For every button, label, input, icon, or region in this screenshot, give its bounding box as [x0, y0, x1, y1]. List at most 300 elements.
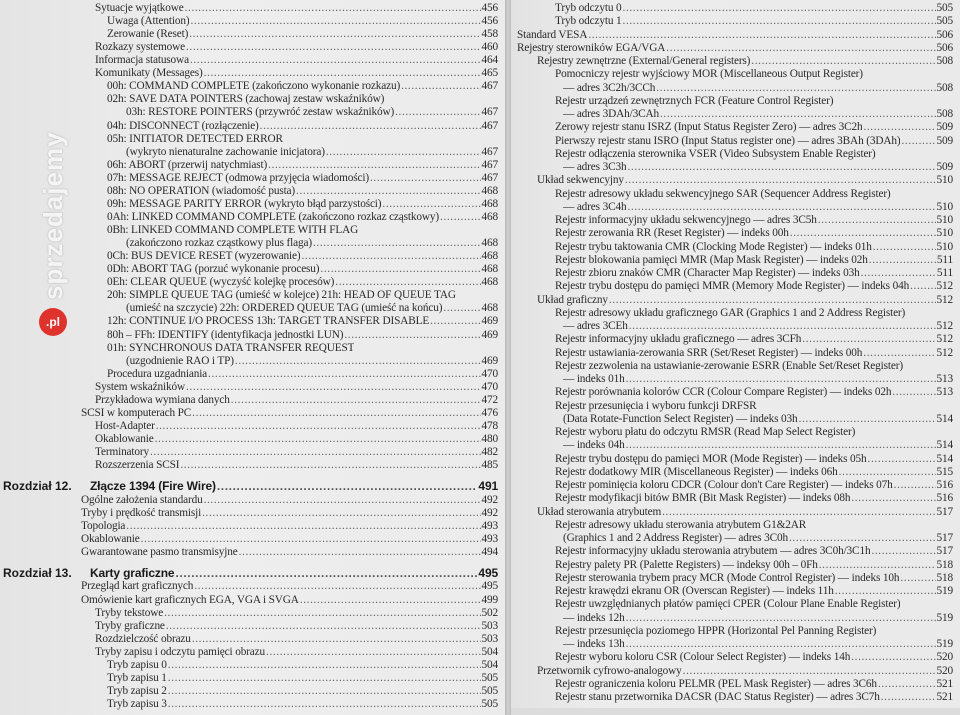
toc-page-number: 482: [481, 446, 498, 459]
toc-entry[interactable]: [81, 533, 498, 546]
toc-entry[interactable]: [555, 585, 953, 598]
toc-entry[interactable]: [555, 15, 953, 28]
dot-leader: [382, 198, 480, 211]
toc-entry-title: (Data Rotate-Function Select Register) — indeks 03h: [563, 412, 798, 425]
toc-page-number: 468: [481, 184, 498, 197]
dot-leader: [395, 106, 480, 119]
toc-page-number: 460: [481, 41, 498, 54]
toc-entry-title: Rejestr uwzględnianych płatów pamięci CPER (Colour Plane Enable Register): [555, 598, 901, 611]
toc-entry[interactable]: [107, 342, 498, 355]
toc-entry-title: Układ sekwencyjny: [537, 174, 624, 187]
toc-page-number: 505: [936, 2, 953, 14]
toc-page-number: 517: [936, 505, 953, 518]
toc-entry-title: Rejestr adresowy układu sekwencyjnego SAR (Sequencer Address Register): [555, 187, 891, 200]
toc-entry[interactable]: [563, 201, 953, 214]
dot-leader: [609, 294, 936, 307]
toc-entry[interactable]: [107, 672, 498, 685]
toc-entry[interactable]: [555, 135, 953, 148]
toc-entry[interactable]: [95, 459, 498, 472]
toc-entry[interactable]: [537, 665, 953, 678]
dot-leader: [868, 453, 936, 466]
toc-entry-title: Rejestr informacyjny układu sekwencyjnego — adres 3C5h: [555, 214, 817, 226]
toc-entry-title: Rejestr zbioru znaków CMR (Character Map Register) — indeks 03h: [555, 267, 860, 279]
toc-entry[interactable]: [107, 276, 498, 289]
toc-page-number: 493: [481, 519, 498, 532]
toc-page-number: 458: [481, 28, 498, 41]
dot-leader: [802, 333, 935, 346]
toc-entry-title: — indeks 12h: [563, 611, 625, 624]
toc-entry[interactable]: [555, 148, 953, 161]
dot-leader: [204, 494, 481, 507]
toc-entry[interactable]: [107, 685, 498, 698]
toc-page-number: 517: [936, 532, 953, 544]
toc-entry[interactable]: [95, 607, 498, 620]
toc-page-number: 467: [481, 119, 498, 132]
toc-page-number: 470: [481, 367, 498, 380]
toc-entry[interactable]: [95, 67, 498, 80]
toc-entry[interactable]: [537, 506, 953, 519]
toc-page-number: 509: [936, 161, 953, 173]
dot-leader: [861, 267, 936, 280]
toc-page-number: 509: [936, 121, 953, 134]
toc-page-number: 469: [481, 315, 498, 328]
toc-entry[interactable]: [555, 625, 953, 638]
toc-entry[interactable]: [555, 691, 953, 704]
toc-entry-title: Pomocniczy rejestr wyjściowy MOR (Miscellaneous Output Register): [555, 68, 863, 81]
toc-page-number: 509: [936, 134, 953, 147]
toc-page-number: 512: [936, 320, 953, 332]
toc-entry-title: 05h: INITIATOR DETECTED ERROR: [107, 132, 283, 145]
toc-entry[interactable]: [95, 446, 498, 459]
toc-entry[interactable]: [107, 28, 498, 41]
toc-page-number: 505: [481, 671, 498, 684]
toc-page-number: 518: [936, 571, 953, 584]
toc-entry[interactable]: [555, 347, 953, 360]
watermark-badge: .pl: [39, 308, 67, 336]
toc-page-number: 465: [481, 67, 498, 80]
toc-entry-title: Rejestr sterowania trybem pracy MCR (Mode Control Register) — indeks 10h: [555, 571, 900, 584]
dot-leader: [168, 672, 481, 685]
dot-leader: [660, 108, 936, 121]
dot-leader: [835, 585, 936, 598]
toc-chapter-entry[interactable]: [90, 480, 498, 493]
dot-leader: [235, 355, 481, 368]
toc-entry[interactable]: [107, 289, 498, 302]
dot-leader: [155, 433, 481, 446]
dot-leader: [873, 241, 936, 254]
toc-entry[interactable]: [517, 42, 953, 55]
toc-page-number: 468: [481, 210, 498, 223]
toc-entry[interactable]: [537, 174, 953, 187]
toc-entry[interactable]: [563, 82, 953, 95]
toc-entry[interactable]: [81, 594, 498, 607]
dot-leader: [625, 174, 936, 187]
toc-entry-title: Uwaga (Attention): [107, 15, 190, 28]
toc-entry-title: Rejestr odłączenia sterownika VSER (Video Subsystem Enable Register): [555, 147, 876, 160]
dot-leader: [430, 315, 480, 328]
toc-entry[interactable]: [81, 407, 498, 420]
toc-entry[interactable]: [107, 198, 498, 211]
dot-leader: [401, 80, 480, 93]
toc-entry[interactable]: [563, 638, 953, 651]
toc-entry[interactable]: [555, 453, 953, 466]
dot-leader: [588, 29, 935, 42]
toc-entry[interactable]: [555, 479, 953, 492]
toc-entry[interactable]: [555, 121, 953, 134]
toc-entry-title: Rejestr adresowy układu sterowania atrybutem G1&2AR: [555, 518, 807, 531]
toc-entry[interactable]: [95, 633, 498, 646]
toc-page-number: 518: [936, 558, 953, 571]
toc-entry[interactable]: [107, 93, 498, 106]
dot-leader: [320, 263, 480, 276]
toc-page-number: 468: [481, 276, 498, 289]
dot-leader: [666, 42, 935, 55]
dot-leader: [894, 479, 936, 492]
toc-entry-title: (Graphics 1 and 2 Address Register) — adres 3C0h: [563, 532, 788, 544]
toc-entry[interactable]: [555, 280, 953, 293]
toc-entry[interactable]: [107, 315, 498, 328]
dot-leader: [166, 620, 481, 633]
dot-leader: [869, 254, 936, 267]
toc-page-number: 503: [481, 619, 498, 632]
toc-entry[interactable]: [555, 519, 953, 532]
toc-entry-title: Rejestr wyboru koloru CSR (Colour Select Register) — indeks 14h: [555, 651, 851, 664]
toc-entry[interactable]: [126, 302, 498, 315]
toc-entry-title: Rejestr urządzeń zewnętrznych FCR (Feature Control Register): [555, 94, 834, 107]
toc-entry[interactable]: [555, 188, 953, 201]
toc-entry-title: (wykryto nienaturalne zachowanie inicjatora): [126, 145, 325, 158]
toc-entry-title: 0Bh: LINKED COMMAND COMPLETE WITH FLAG: [107, 224, 359, 237]
toc-entry[interactable]: [107, 263, 498, 276]
toc-page-number: 480: [481, 432, 498, 445]
toc-entry[interactable]: [555, 572, 953, 585]
toc-entry-title: Tryb odczytu 0: [555, 2, 622, 14]
toc-entry-title: Rejestr przesunięcia i wyboru funkcji DRFSR: [555, 399, 757, 412]
dot-leader: [231, 394, 481, 407]
toc-entry[interactable]: [107, 172, 498, 185]
toc-entry-title: Tryby zapisu i odczytu pamięci obrazu: [95, 645, 266, 658]
toc-entry-title: 08h: NO OPERATION (wiadomość pusta): [107, 184, 296, 197]
dot-leader: [186, 41, 481, 54]
toc-entry-title: Tryby i prędkość transmisji: [81, 506, 202, 519]
toc-entry[interactable]: [126, 106, 498, 119]
toc-page-number: 510: [936, 174, 953, 187]
toc-entry[interactable]: [555, 466, 953, 479]
toc-entry-title: Rejestr przesunięcia poziomego HPPR (Horizontal Pel Panning Register): [555, 624, 877, 637]
toc-entry[interactable]: [555, 254, 953, 267]
toc-entry-title: 0Dh: ABORT TAG (porzuć wykonanie procesu): [107, 263, 320, 276]
toc-entry[interactable]: [95, 394, 498, 407]
toc-entry-title: Zerowanie (Reset): [107, 28, 189, 41]
toc-entry-title: — indeks 13h: [563, 638, 625, 650]
toc-entry[interactable]: [563, 612, 953, 625]
toc-entry[interactable]: [537, 55, 953, 68]
dot-leader: [878, 678, 936, 691]
toc-entry-title: Tryby graficzne: [95, 619, 165, 632]
toc-page-number: 511: [936, 253, 953, 266]
dot-leader: [326, 146, 481, 159]
dot-leader: [190, 15, 480, 28]
toc-entry[interactable]: [555, 426, 953, 439]
toc-entry[interactable]: [126, 355, 498, 368]
dot-leader: [344, 329, 480, 342]
toc-entry[interactable]: [95, 41, 498, 54]
chapter-label: Rozdział 12.: [3, 479, 72, 494]
toc-entry[interactable]: [555, 2, 953, 15]
toc-page-number: 508: [936, 55, 953, 67]
toc-entry-title: Rejestr ograniczenia koloru PELMR (PEL Mask Register) — adres 3C6h: [555, 677, 877, 690]
toc-page-number: 470: [481, 380, 498, 393]
toc-entry[interactable]: [555, 307, 953, 320]
toc-entry[interactable]: [555, 214, 953, 227]
toc-entry[interactable]: [107, 211, 498, 224]
toc-entry[interactable]: [563, 532, 953, 545]
toc-entry-title: Zerowy rejestr stanu ISRZ (Input Status Register Zero) — adres 3C2h: [555, 121, 863, 134]
toc-page-number: 491: [478, 480, 498, 494]
dot-leader: [296, 185, 480, 198]
toc-page-number: 468: [481, 302, 498, 315]
toc-entry[interactable]: [95, 381, 498, 394]
dot-leader: [217, 480, 478, 493]
toc-entry[interactable]: [107, 224, 498, 237]
toc-entry[interactable]: [81, 546, 498, 559]
toc-entry[interactable]: [81, 580, 498, 593]
toc-entry-title: Rozkazy systemowe: [95, 41, 185, 54]
toc-entry[interactable]: [126, 237, 498, 250]
toc-entry[interactable]: [95, 433, 498, 446]
toc-entry-title: Rejestr zezwolenia na ustawianie-zerowanie ESRR (Enable Set/Reset Register): [555, 359, 903, 372]
dot-leader: [626, 373, 936, 386]
dot-leader: [370, 172, 481, 185]
toc-page-number: 467: [481, 106, 498, 119]
toc-entry-title: Rejestr zerowania RR (Reset Register) — indeks 00h: [555, 227, 789, 240]
toc-entry[interactable]: [107, 185, 498, 198]
toc-entry-title: Rejestr adresowy układu graficznego GAR (Graphics 1 and 2 Address Register): [555, 306, 906, 319]
toc-entry[interactable]: [555, 267, 953, 280]
toc-page-number: 505: [481, 684, 498, 697]
toc-entry-title: — adres 3CEh: [563, 320, 628, 332]
toc-entry-title: Rejestr ustawiania-zerowania SRR (Set/Reset Register) — indeks 00h: [555, 346, 863, 359]
dot-leader: [168, 698, 481, 711]
toc-entry-title: — adres 3DAh/3CAh: [563, 108, 659, 120]
toc-entry-title: — indeks 04h: [563, 439, 625, 452]
toc-entry[interactable]: [555, 492, 953, 505]
dot-leader: [683, 665, 936, 678]
toc-entry-title: Rejestr pominięcia koloru CDCR (Colour don't Care Register) — indeks 07h: [555, 479, 893, 491]
toc-entry-title: 03h: RESTORE POINTERS (przywróć zestaw wskaźników): [126, 106, 395, 119]
toc-entry[interactable]: [563, 320, 953, 333]
toc-entry-title: Rejestry palety PR (Palette Registers) — indeksy 00h – 0Fh: [555, 558, 818, 571]
dot-leader: [900, 572, 935, 585]
toc-page-number: 510: [936, 214, 953, 226]
toc-entry[interactable]: [107, 80, 498, 93]
toc-entry-title: 0Eh: CLEAR QUEUE (wyczyść kolejkę procesów): [107, 276, 335, 289]
toc-page-number: 467: [481, 145, 498, 158]
dot-leader: [141, 533, 481, 546]
toc-page-number: 520: [936, 651, 953, 664]
toc-page-number: 519: [936, 585, 953, 597]
toc-entry[interactable]: [517, 29, 953, 42]
toc-page-number: 514: [936, 412, 953, 425]
dot-leader: [260, 120, 481, 133]
toc-entry-title: 02h: SAVE DATA POINTERS (zachowaj zestaw wskaźników): [107, 93, 385, 106]
toc-entry[interactable]: [107, 120, 498, 133]
toc-page-number: 468: [481, 263, 498, 276]
toc-page-number: 492: [481, 493, 498, 506]
dot-leader: [851, 651, 935, 664]
toc-entry[interactable]: [107, 329, 498, 342]
toc-entry[interactable]: [555, 598, 953, 611]
toc-entry[interactable]: [555, 386, 953, 399]
toc-entry-title: Komunikaty (Messages): [95, 67, 203, 80]
toc-entry-title: 04h: DISCONNECT (rozłączenie): [107, 119, 259, 132]
toc-entry[interactable]: [107, 133, 498, 146]
toc-entry-title: 00h: COMMAND COMPLETE (zakończono wykonanie rozkazu): [107, 80, 401, 93]
toc-entry[interactable]: [555, 68, 953, 81]
dot-leader: [185, 2, 481, 15]
toc-page-number: 516: [936, 492, 953, 505]
toc-entry[interactable]: [555, 360, 953, 373]
toc-entry[interactable]: [95, 646, 498, 659]
toc-entry-title: Tryb zapisu 3: [107, 698, 167, 710]
toc-page-number: 505: [936, 15, 953, 28]
toc-entry-title: Przetwornik cyfrowo-analogowy: [537, 664, 682, 677]
toc-entry[interactable]: [555, 678, 953, 691]
toc-entry-title: Układ graficzny: [537, 293, 608, 306]
toc-entry-title: Tryb zapisu 1: [107, 671, 167, 684]
toc-page-number: 468: [481, 197, 498, 210]
toc-entry[interactable]: [555, 400, 953, 413]
dot-leader: [268, 159, 480, 172]
dot-leader: [851, 492, 935, 505]
dot-leader: [623, 2, 936, 15]
toc-page-number: 494: [481, 545, 498, 558]
dot-leader: [863, 121, 935, 134]
toc-entry-title: Rejestr trybu dostępu do pamięci MOR (Mode Register) — indeks 05h: [555, 452, 867, 465]
dot-leader: [443, 302, 480, 315]
toc-entry[interactable]: [555, 227, 953, 240]
toc-entry[interactable]: [95, 620, 498, 633]
dot-leader: [910, 280, 935, 293]
toc-entry[interactable]: [563, 439, 953, 452]
toc-entry[interactable]: [555, 241, 953, 254]
toc-entry[interactable]: [555, 651, 953, 664]
toc-entry[interactable]: [107, 698, 498, 711]
toc-entry-title: Rejestr blokowania pamięci MMR (Map Mask Register) — indeks 02h: [555, 253, 868, 266]
toc-entry[interactable]: [563, 108, 953, 121]
toc-entry-title: Pierwszy rejestr stanu ISRO (Input Status register one) — adres 3BAh (3DAh): [555, 134, 901, 147]
toc-entry-title: (umieść na szczycie) 22h: ORDERED QUEUE TAG (umieść na końcu): [126, 302, 443, 315]
toc-entry[interactable]: [81, 494, 498, 507]
dot-leader: [208, 368, 480, 381]
toc-page-number: 516: [936, 479, 953, 491]
toc-entry[interactable]: [107, 368, 498, 381]
toc-page-number: 456: [481, 2, 498, 14]
toc-page-number: 508: [936, 108, 953, 120]
toc-entry-title: Rejestr porównania kolorów CCR (Colour Compare Register) — indeks 02h: [555, 386, 892, 399]
dot-leader: [881, 691, 936, 704]
toc-entry[interactable]: [81, 520, 498, 533]
dot-leader: [126, 520, 480, 533]
toc-entry[interactable]: [107, 15, 498, 28]
toc-entry[interactable]: [107, 159, 498, 172]
dot-leader: [335, 276, 480, 289]
toc-page-number: 495: [481, 580, 498, 593]
toc-entry[interactable]: [555, 333, 953, 346]
toc-entry-title: Topologia: [81, 519, 126, 532]
toc-entry-title: Okablowanie: [81, 532, 140, 545]
dot-leader: [301, 250, 480, 263]
toc-entry[interactable]: [95, 2, 498, 15]
toc-entry[interactable]: [81, 507, 498, 520]
toc-page-number: 510: [936, 200, 953, 213]
dot-leader: [194, 580, 480, 593]
toc-entry-title: Ogólne założenia standardu: [81, 493, 203, 506]
toc-page-number: 467: [481, 171, 498, 184]
toc-entry-title: 12h: CONTINUE I/O PROCESS 13h: TARGET TRANSFER DISABLE: [107, 315, 430, 328]
toc-entry-title: (zakończono rozkaz cząstkowy plus flaga): [126, 237, 312, 250]
dot-leader: [190, 54, 481, 67]
toc-entry-title: Rejestr informacyjny układu sterowania atrybutem — adres 3C0h/3C1h: [555, 545, 871, 558]
toc-entry[interactable]: [555, 95, 953, 108]
toc-entry[interactable]: [555, 559, 953, 572]
toc-entry[interactable]: [563, 413, 953, 426]
dot-leader: [901, 135, 935, 148]
toc-entry[interactable]: [95, 54, 498, 67]
toc-page-number: 469: [481, 354, 498, 367]
toc-entry[interactable]: [95, 420, 498, 433]
toc-entry-title: Rejestr informacyjny układu graficznego — adres 3CFh: [555, 333, 802, 346]
toc-page-number: 521: [936, 677, 953, 690]
toc-page-number: 504: [481, 658, 498, 671]
toc-page-number: 464: [481, 54, 498, 67]
toc-page-number: 519: [936, 638, 953, 650]
toc-entry[interactable]: [563, 373, 953, 386]
toc-entry-title: — adres 3C2h/3CCh: [563, 81, 656, 94]
toc-page-number: 512: [936, 293, 953, 306]
toc-entry[interactable]: [126, 146, 498, 159]
toc-entry[interactable]: [107, 659, 498, 672]
dot-leader: [789, 532, 936, 545]
toc-page-number: 504: [481, 645, 498, 658]
toc-page-number: 521: [936, 691, 953, 703]
toc-page-number: 515: [936, 465, 953, 478]
toc-entry[interactable]: [563, 161, 953, 174]
dot-leader: [168, 659, 481, 672]
toc-entry-title: Terminatory: [95, 446, 150, 459]
toc-entry[interactable]: [537, 294, 953, 307]
right-page: [511, 0, 960, 708]
dot-leader: [627, 161, 935, 174]
toc-entry-title: Rejestr trybu taktowania CMR (Clocking Mode Register) — indeks 01h: [555, 240, 872, 253]
toc-page-number: 506: [936, 28, 953, 41]
toc-chapter-entry[interactable]: [90, 567, 498, 580]
toc-entry-title: Rozszerzenia SCSI: [95, 459, 180, 472]
toc-entry[interactable]: [555, 545, 953, 558]
toc-page-number: 472: [481, 393, 498, 406]
dot-leader: [202, 507, 480, 520]
toc-page-number: 514: [936, 439, 953, 452]
toc-page-number: 467: [481, 80, 498, 93]
toc-page-number: 512: [936, 280, 953, 293]
toc-entry-title: — indeks 01h: [563, 373, 625, 385]
toc-entry[interactable]: [107, 250, 498, 263]
dot-leader: [150, 446, 480, 459]
dot-leader: [799, 413, 936, 426]
toc-entry-title: SCSI w komputerach PC: [81, 406, 192, 419]
dot-leader: [839, 466, 936, 479]
toc-entry-title: 0Ch: BUS DEVICE RESET (wyzerowanie): [107, 250, 301, 263]
